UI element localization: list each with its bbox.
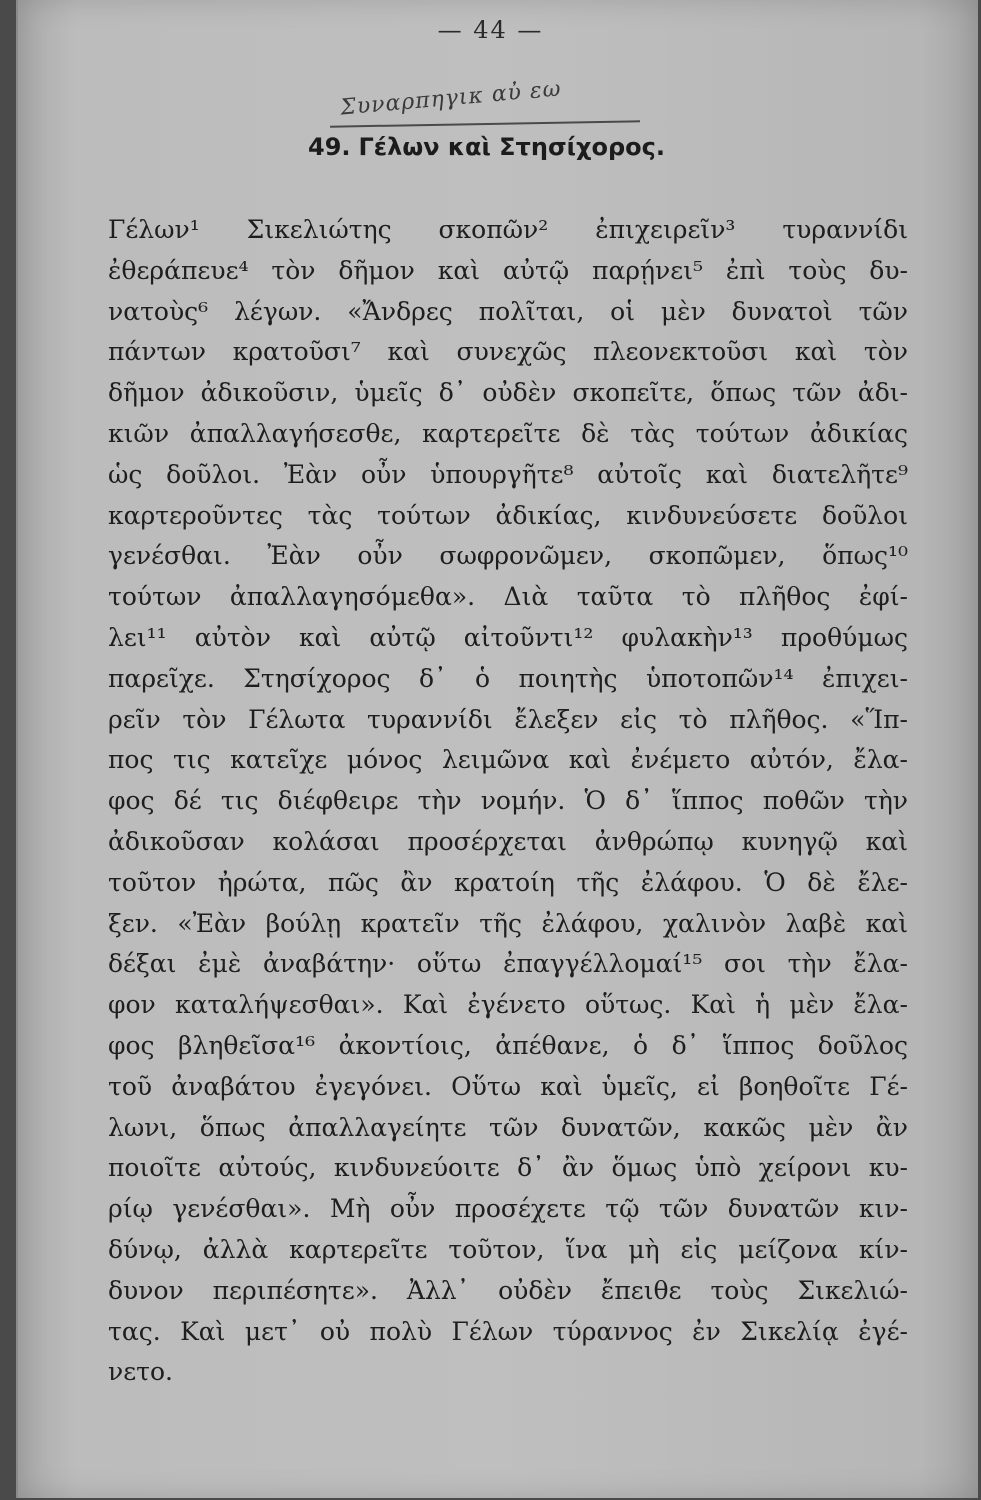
- text-line: κιῶν ἀπαλλαγήσεσθε, καρτερεῖτε δὲ τὰς τούτων ἀδικίας: [108, 418, 908, 448]
- text-line: ρεῖν τὸν Γέλωτα τυραννίδι ἔλεξεν εἰς τὸ πλῆθος. «Ἵπ-: [108, 704, 908, 734]
- section-title: Γέλων καὶ Στησίχορος.: [358, 133, 665, 161]
- text-line: ποιοῖτε αὐτούς, κινδυνεύοιτε δ᾿ ἂν ὅμως ὑπὸ χείρονι κυ-: [108, 1153, 908, 1183]
- text-line: δέξαι ἐμὲ ἀναβάτην· οὕτω ἐπαγγέλλομαί¹⁵ σοι τὴν ἔλα-: [108, 949, 908, 979]
- text-line: ἐθεράπευε⁴ τὸν δῆμον καὶ αὐτῷ παρῄνει⁵ ἐπὶ τοὺς δυ-: [108, 255, 908, 285]
- text-line: πος τις κατεῖχε μόνος λειμῶνα καὶ ἐνέμετο αὐτόν, ἔλα-: [108, 745, 908, 775]
- text-line: τοῦτον ἠρώτα, πῶς ἂν κρατοίη τῆς ἐλάφου. Ὁ δὲ ἔλε-: [108, 867, 908, 897]
- text-line: τας. Καὶ μετ᾿ οὐ πολὺ Γέλων τύραννος ἐν Σικελίᾳ ἐγέ-: [108, 1316, 908, 1346]
- handwritten-annotation: Συναρπηγικ αὐ εω: [339, 76, 563, 121]
- text-line: ρίῳ γενέσθαι». Μὴ οὖν προσέχετε τῷ τῶν δυνατῶν κιν-: [108, 1194, 908, 1224]
- text-line: τοῦ ἀναβάτου ἐγεγόνει. Οὕτω καὶ ὑμεῖς, εἰ βοηθοῖτε Γέ-: [108, 1071, 908, 1101]
- text-line: γενέσθαι. Ἐὰν οὖν σωφρονῶμεν, σκοπῶμεν, ὅπως¹⁰: [108, 541, 908, 571]
- text-line: δύνῳ, ἀλλὰ καρτερεῖτε τοῦτον, ἵνα μὴ εἰς μείζονα κίν-: [108, 1234, 908, 1264]
- text-line: λωνι, ὅπως ἀπαλλαγείητε τῶν δυνατῶν, κακῶς μὲν ἂν: [108, 1112, 908, 1142]
- section-heading: [0, 133, 981, 161]
- text-line: ἀδικοῦσαν κολάσαι προσέρχεται ἀνθρώπῳ κυνηγῷ καὶ: [108, 826, 908, 856]
- text-line: ὡς δοῦλοι. Ἐὰν οὖν ὑπουργῆτε⁸ αὐτοῖς καὶ διατελῆτε⁹: [108, 459, 908, 489]
- page-number: — 44 —: [437, 16, 544, 44]
- body-text: [108, 210, 908, 1393]
- section-number: 49.: [308, 133, 351, 161]
- text-line: φος βληθεῖσα¹⁶ ἀκοντίοις, ἀπέθανε, ὁ δ᾿ ἵππος δοῦλος: [108, 1030, 908, 1060]
- text-line: φον καταλήψεσθαι». Καὶ ἐγένετο οὕτως. Καὶ ἡ μὲν ἔλα-: [108, 990, 908, 1020]
- text-line: δῆμον ἀδικοῦσιν, ὑμεῖς δ᾿ οὐδὲν σκοπεῖτε, ὅπως τῶν ἀδι-: [108, 378, 908, 408]
- text-line: Γέλων¹ Σικελιώτης σκοπῶν² ἐπιχειρεῖν³ τυραννίδι: [108, 215, 908, 244]
- text-line: νατοὺς⁶ λέγων. «Ἄνδρες πολῖται, οἱ μὲν δυνατοὶ τῶν: [108, 296, 908, 326]
- text-line: δυνον περιπέσητε». Ἀλλ᾿ οὐδὲν ἔπειθε τοὺς Σικελιώ-: [108, 1275, 908, 1305]
- text-line: παρεῖχε. Στησίχορος δ᾿ ὁ ποιητὴς ὑποτοπῶν¹⁴ ἐπιχει-: [108, 663, 908, 693]
- text-line: νετο.: [108, 1357, 173, 1387]
- text-line: φος δέ τις διέφθειρε τὴν νομήν. Ὁ δ᾿ ἵππος ποθῶν τὴν: [108, 786, 908, 816]
- text-line: καρτεροῦντες τὰς τούτων ἀδικίας, κινδυνεύσετε δοῦλοι: [108, 500, 908, 530]
- text-line: λει¹¹ αὐτὸν καὶ αὐτῷ αἰτοῦντι¹² φυλακὴν¹³ προθύμως: [108, 622, 908, 652]
- text-line: ξεν. «Ἐὰν βούλῃ κρατεῖν τῆς ἐλάφου, χαλινὸν λαβὲ καὶ: [108, 908, 908, 938]
- text-line: πάντων κρατοῦσι⁷ καὶ συνεχῶς πλεονεκτοῦσι καὶ τὸν: [108, 337, 908, 367]
- text-line: τούτων ἀπαλλαγησόμεθα». Διὰ ταῦτα τὸ πλῆθος ἐφί-: [108, 582, 908, 612]
